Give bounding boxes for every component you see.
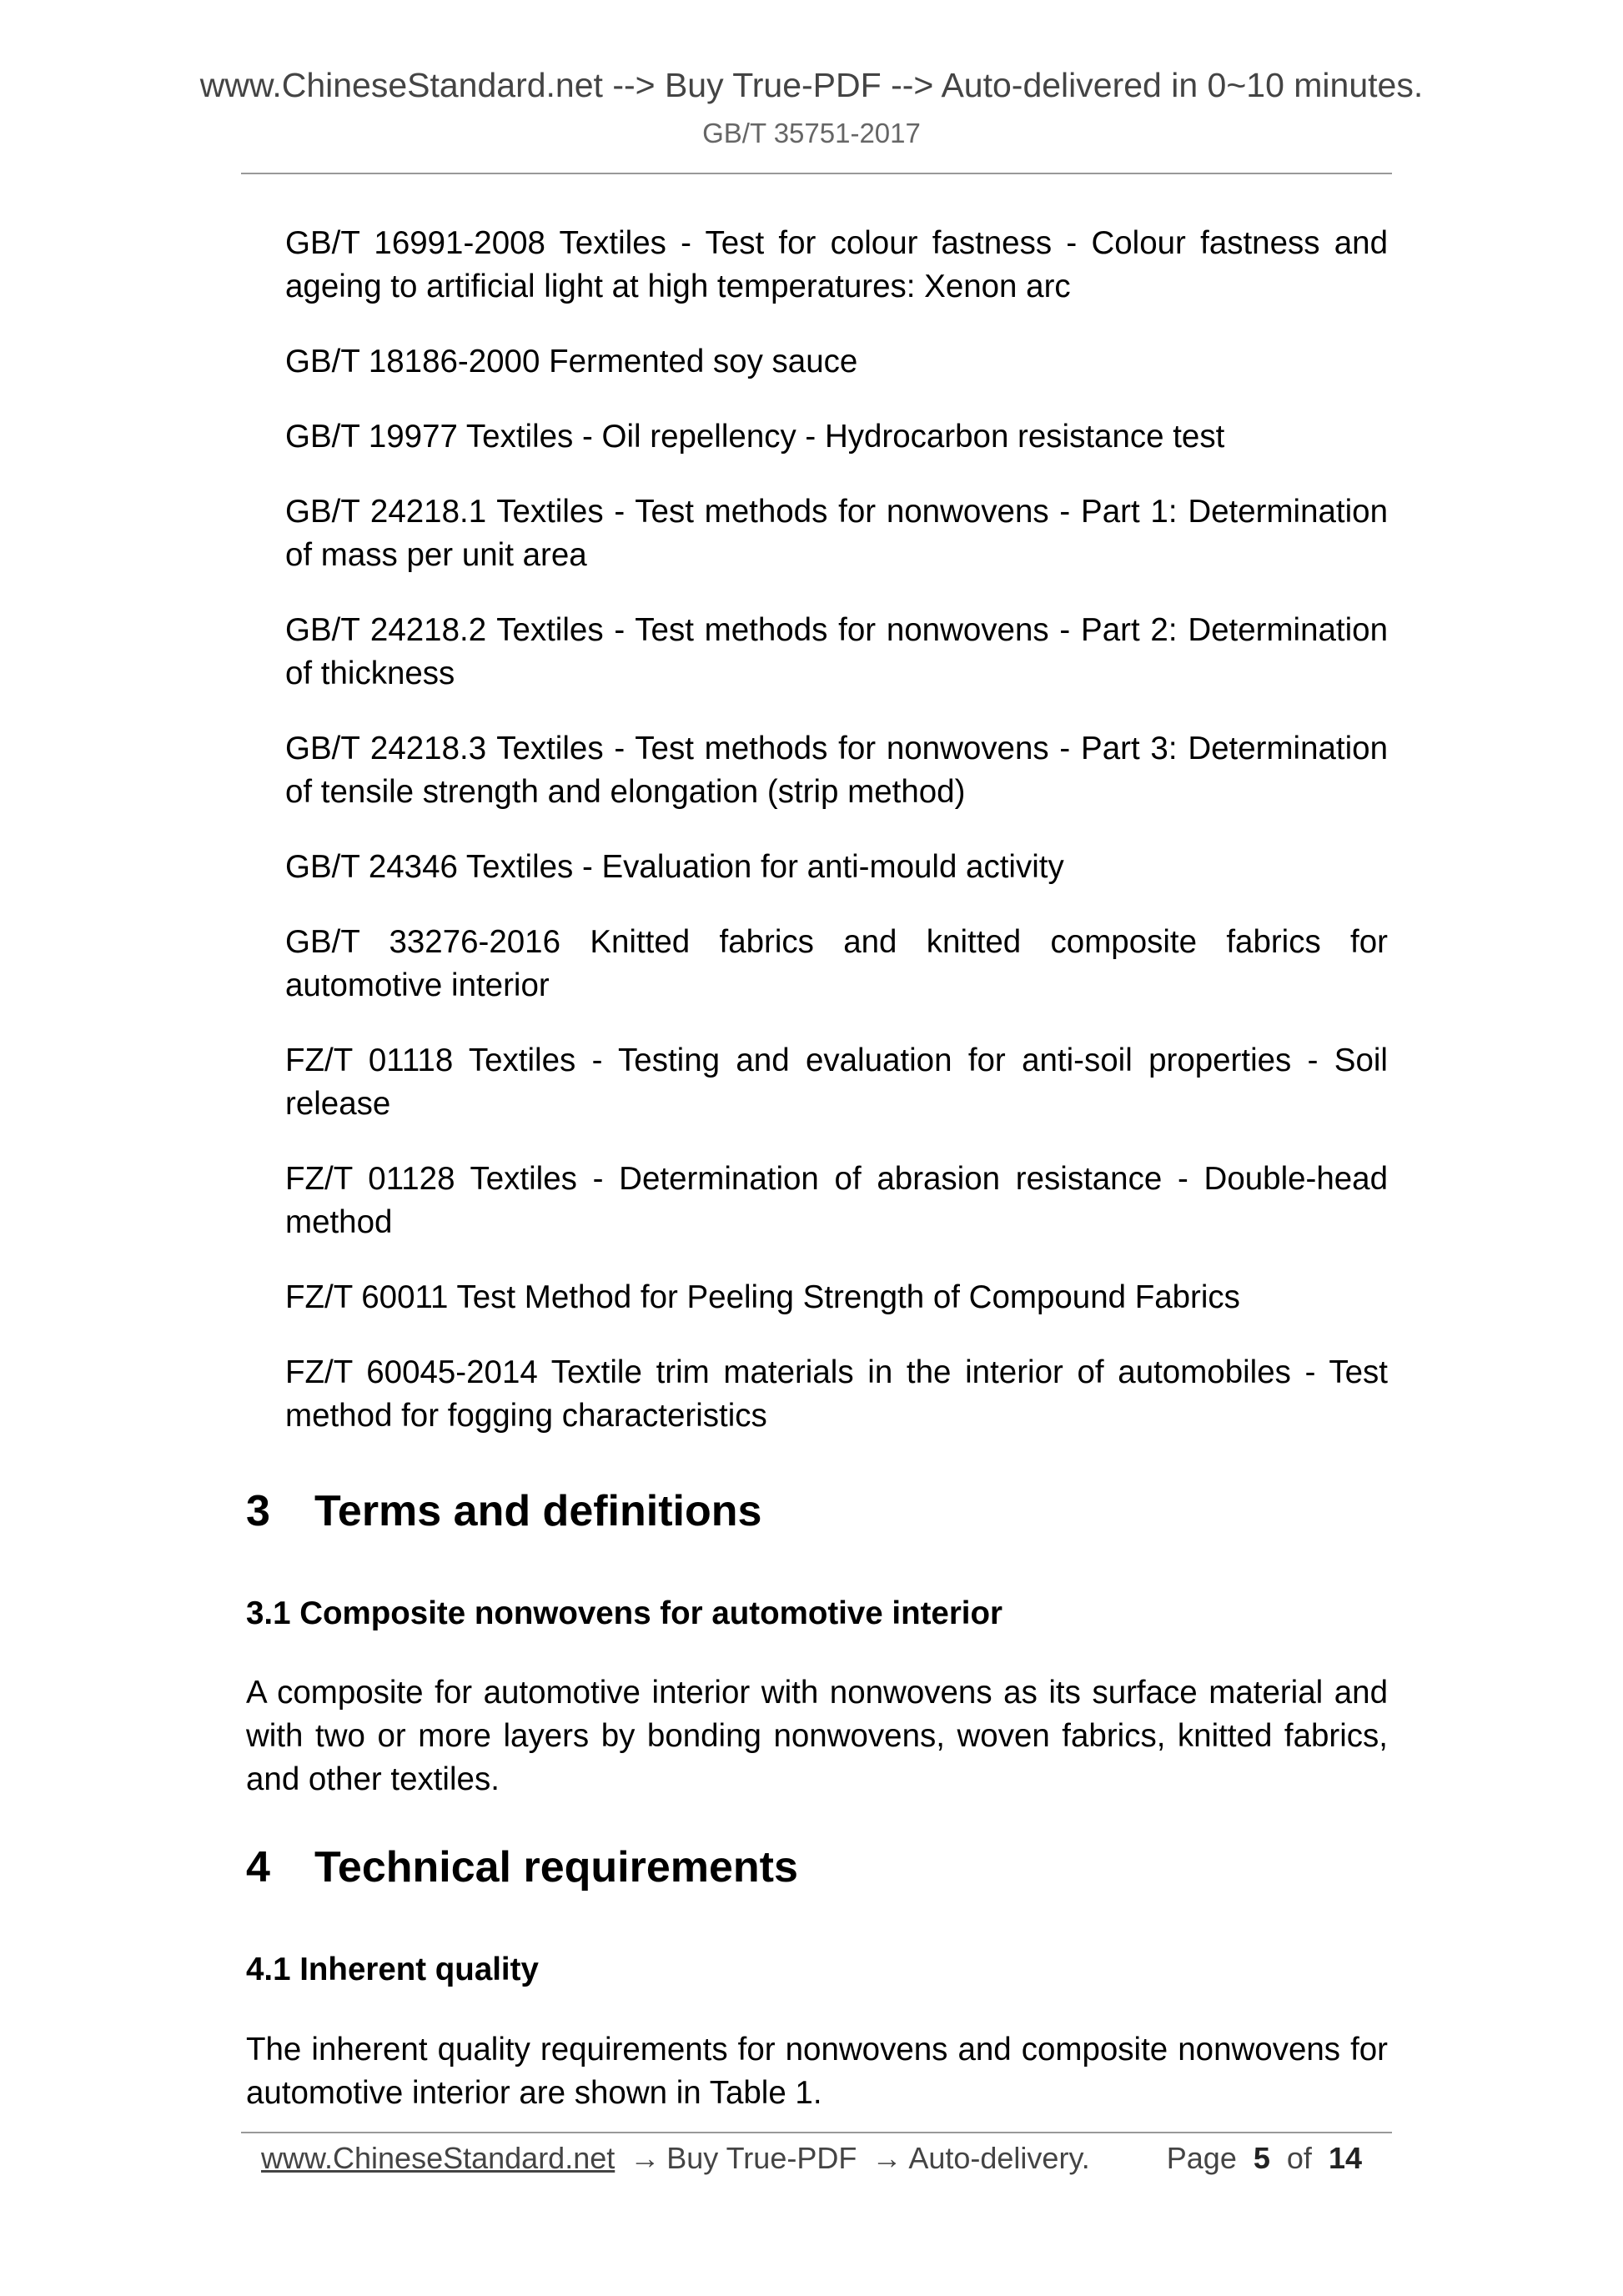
reference-item: GB/T 24218.2 Textiles - Test methods for nonwovens - Part 2: Determination of thickness xyxy=(285,612,1388,691)
inherent-quality-paragraph: The inherent quality requirements for nonwovens and composite nonwovens for automotive interior are shown in Table 1. xyxy=(246,2032,1388,2111)
of-word: of xyxy=(1286,2141,1312,2175)
definition-paragraph: A composite for automotive interior with nonwovens as its surface material and with two or more layers by bonding nonwovens, woven fabrics, knitted fabrics, and other textiles. xyxy=(246,1675,1388,1797)
section-number: 4 xyxy=(246,1843,270,1892)
total-page-number: 14 xyxy=(1328,2141,1362,2175)
header-banner: www.ChineseStandard.net --> Buy True-PDF --> Auto-delivered in 0~10 minutes. xyxy=(199,66,1424,104)
reference-item: GB/T 33276-2016 Knitted fabrics and knitted composite fabrics for automotive interior xyxy=(285,924,1388,1003)
page-indicator xyxy=(1167,2137,1362,2180)
section-title: Technical requirements xyxy=(314,1843,798,1892)
site-link[interactable]: www.ChineseStandard.net xyxy=(261,2141,616,2175)
normative-references-list xyxy=(285,222,1388,1470)
reference-item: FZ/T 01118 Textiles - Testing and evaluation for anti-soil properties - Soil release xyxy=(285,1042,1388,1122)
section-number: 3 xyxy=(246,1487,270,1535)
reference-item: GB/T 24346 Textiles - Evaluation for anti-mould activity xyxy=(285,849,1064,885)
arrow-right-icon: → xyxy=(630,2141,661,2175)
reference-item: GB/T 24218.1 Textiles - Test methods for nonwovens - Part 1: Determination of mass per unit area xyxy=(285,494,1388,573)
current-page-number: 5 xyxy=(1253,2141,1270,2175)
subsection-4-1-heading: 4.1 Inherent quality xyxy=(246,1952,539,1987)
reference-item: FZ/T 60045-2014 Textile trim materials in the interior of automobiles - Test method for fogging characteristics xyxy=(285,1354,1388,1434)
standard-code: GB/T 35751-2017 xyxy=(702,118,921,148)
section-title: Terms and definitions xyxy=(314,1487,762,1535)
reference-item: GB/T 24218.3 Textiles - Test methods for nonwovens - Part 3: Determination of tensile strength and elongation (strip method) xyxy=(285,731,1388,810)
arrow-right-icon: → xyxy=(872,2141,902,2175)
subsection-3-1-heading: 3.1 Composite nonwovens for automotive interior xyxy=(246,1595,1003,1631)
section-4-heading xyxy=(246,1841,798,1893)
reference-item: FZ/T 60011 Test Method for Peeling Strength of Compound Fabrics xyxy=(285,1279,1240,1315)
page-footer xyxy=(261,2137,1379,2180)
reference-item: GB/T 19977 Textiles - Oil repellency - Hydrocarbon resistance test xyxy=(285,419,1225,455)
page-word: Page xyxy=(1166,2141,1237,2175)
section-3-heading xyxy=(246,1485,761,1537)
reference-item: FZ/T 01128 Textiles - Determination of abrasion resistance - Double-head method xyxy=(285,1161,1388,1240)
reference-item: GB/T 18186-2000 Fermented soy sauce xyxy=(285,344,858,379)
footer-divider xyxy=(241,2132,1392,2133)
header-divider xyxy=(241,173,1392,174)
footer-buy-text: Buy True-PDF xyxy=(666,2141,857,2175)
reference-item: GB/T 16991-2008 Textiles - Test for colour fastness - Colour fastness and ageing to artificial light at high temperatures: Xenon arc xyxy=(285,225,1388,304)
footer-delivery-text: Auto-delivery. xyxy=(908,2141,1090,2175)
